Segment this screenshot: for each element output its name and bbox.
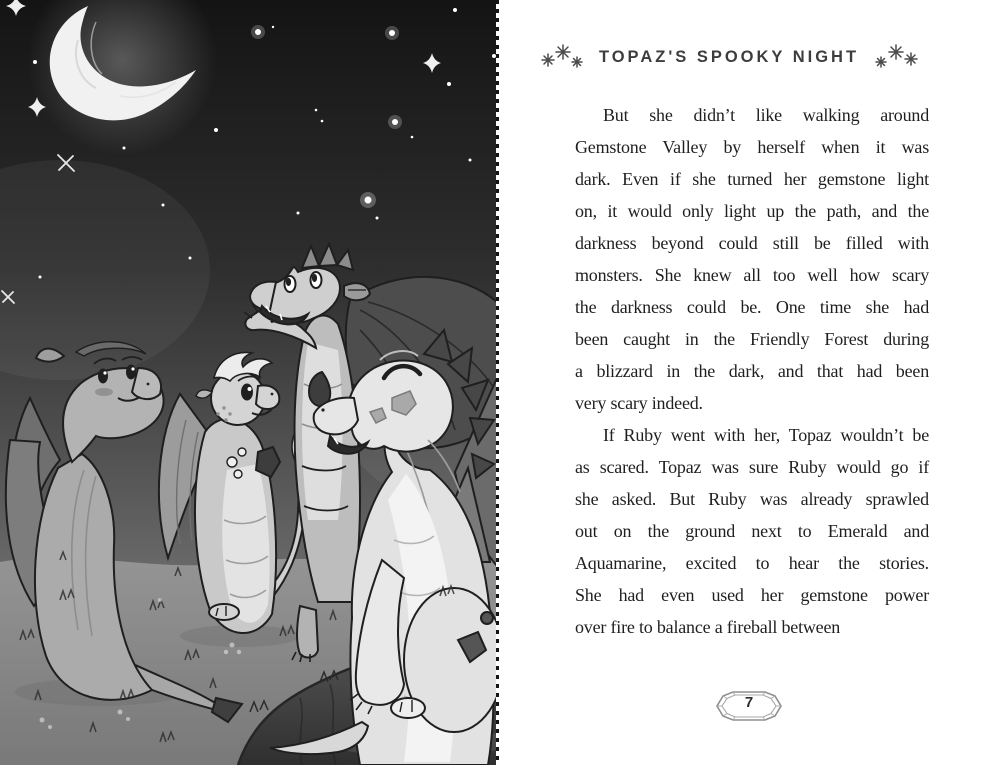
text-line: very scary indeed. <box>575 393 703 413</box>
text-line: she asked. But Ruby was already sprawled <box>575 489 929 509</box>
text-line: darkness beyond could still be filled with <box>575 233 929 253</box>
text-line: on, it would only light up the path, and the <box>575 201 929 221</box>
text-line: been caught in the Friendly Forest during <box>575 329 929 349</box>
text-line: out on the ground next to Emerald and <box>575 521 929 541</box>
text-line: But she didn’t like walking around <box>603 105 929 125</box>
page-number: 7 <box>744 694 754 711</box>
chapter-header <box>499 44 959 70</box>
text-line: Aquamarine, excited to hear the stories. <box>575 553 929 573</box>
text-line: If Ruby went with her, Topaz wouldn’t be <box>603 425 929 445</box>
text-line: Gemstone Valley by herself when it was <box>575 137 929 157</box>
text-line: a blizzard in the dark, and that had been <box>575 361 929 381</box>
text-line: She had even used her gemstone power <box>575 585 929 605</box>
chapter-title: TOPAZ'S SPOOKY NIGHT <box>598 47 860 66</box>
text-line: dark. Even if she turned her gemstone light <box>575 169 929 189</box>
night-dragons-illustration <box>0 0 497 765</box>
book-page <box>499 0 1000 765</box>
text-line: monsters. She knew all too well how scary <box>575 265 929 285</box>
sparkle-stars-right-icon <box>873 44 919 70</box>
page-number-badge <box>715 689 783 723</box>
body-text <box>575 99 929 643</box>
paragraph <box>575 419 929 643</box>
text-line: as scared. Topaz was sure Ruby would go if <box>575 457 929 477</box>
sparkle-stars-left-icon <box>539 44 585 70</box>
paragraph <box>575 99 929 419</box>
text-line: the darkness could be. One time she had <box>575 297 929 317</box>
text-line: over fire to balance a fireball between <box>575 617 841 637</box>
